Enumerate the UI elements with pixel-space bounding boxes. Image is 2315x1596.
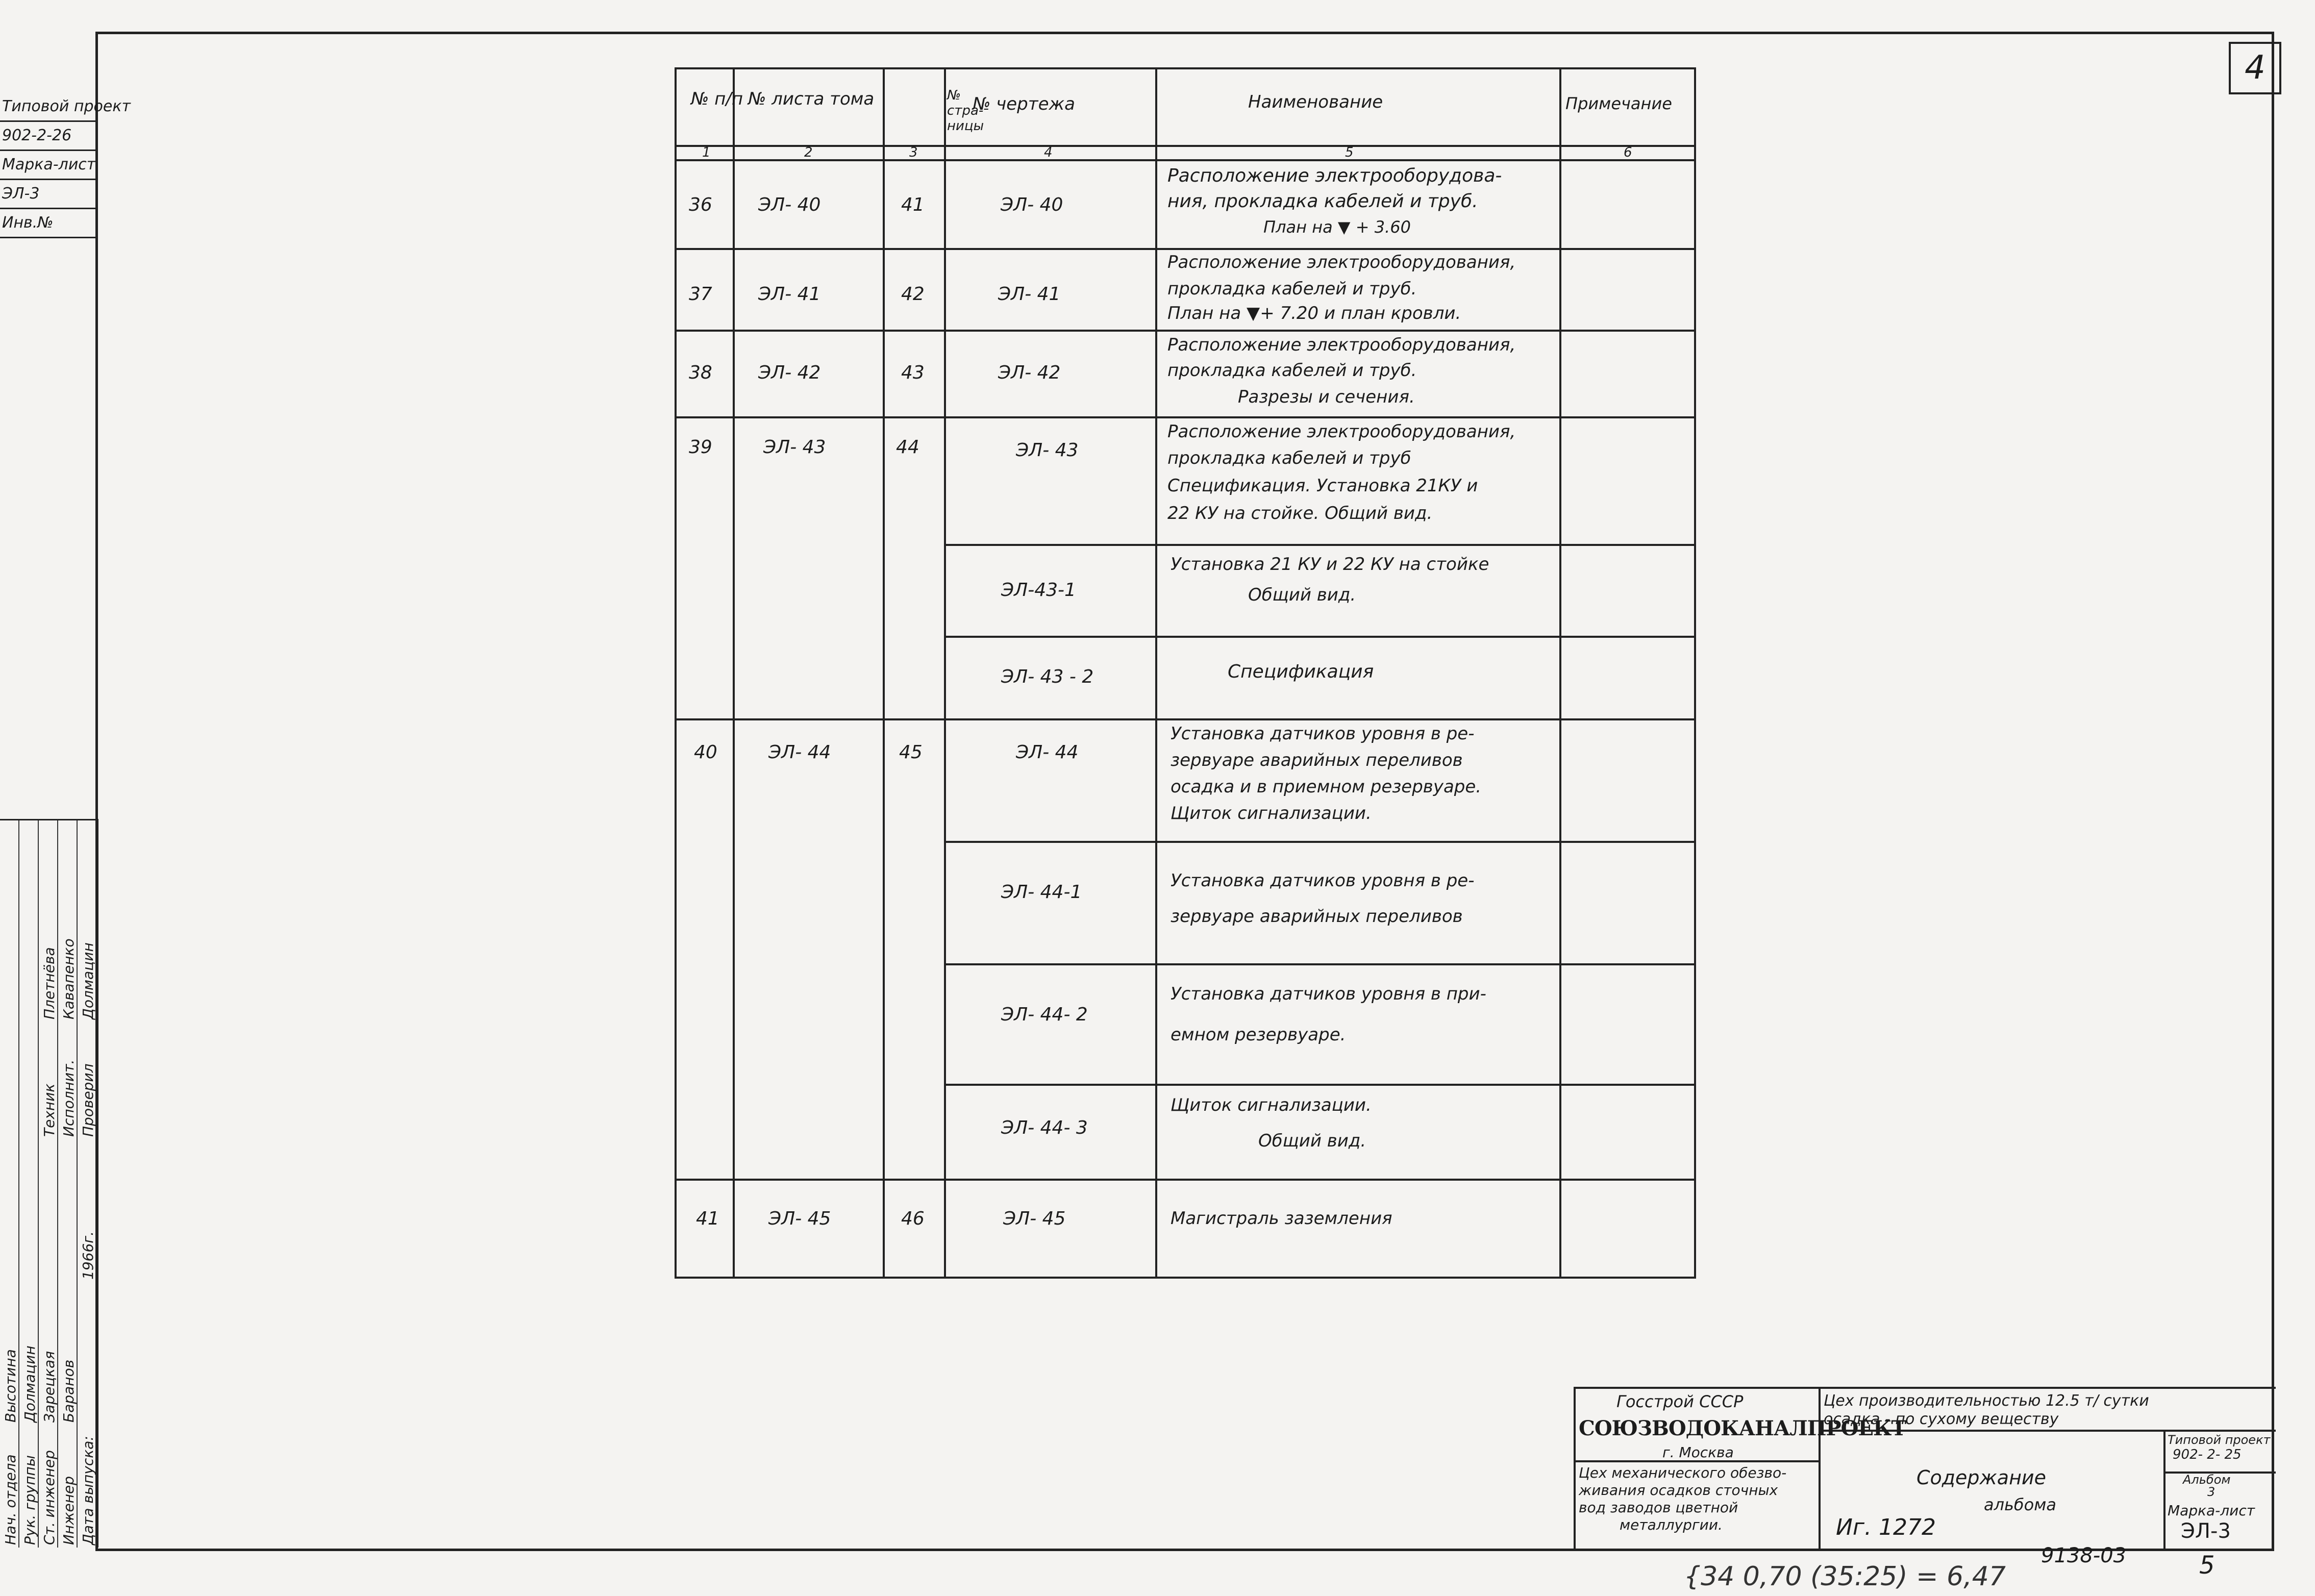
- row40c-drawing: ЭЛ- 44- 3: [1001, 1117, 1088, 1138]
- tb-plant-2: осадка - по сухому веществу: [1824, 1410, 2059, 1428]
- left-stamp-mark: ЭЛ-3: [0, 180, 97, 209]
- row36-sheet: ЭЛ- 40: [758, 194, 821, 215]
- colnum-1: 1: [702, 145, 711, 160]
- tb-r-mark: ЭЛ-3: [2181, 1519, 2231, 1543]
- row41-line1: Магистраль заземления: [1171, 1208, 1392, 1229]
- colnum-3: 3: [909, 145, 918, 160]
- role-head: Нач. отдела: [2, 1454, 19, 1545]
- row37-num: 37: [689, 284, 712, 305]
- row41-num: 41: [696, 1208, 719, 1229]
- colnum-5: 5: [1345, 145, 1354, 160]
- row39b-line1: Спецификация: [1228, 661, 1374, 682]
- hdr-num: № п/п: [691, 89, 743, 109]
- hdr-note: Примечание: [1565, 94, 1672, 113]
- row39-line3: Спецификация. Установка 21КУ и: [1167, 476, 1478, 496]
- tb-inv: Иг. 1272: [1836, 1514, 1936, 1540]
- left-stamp-project: 902-2-26: [0, 122, 97, 151]
- tb-doc-subtitle: альбома: [1984, 1495, 2056, 1514]
- signature-strip: [0, 819, 98, 1548]
- handwritten-note: {34 0,70 (35:25) = 6,47: [1684, 1561, 2006, 1592]
- tb-r-mark-label: Марка-лист: [2168, 1502, 2255, 1519]
- role-senior: Ст. инженер: [41, 1450, 58, 1545]
- tb-plant-1: Цех производительностью 12.5 т/ сутки: [1824, 1392, 2149, 1410]
- row36-page: 41: [901, 194, 925, 215]
- role-date: Дата выпуска:: [80, 1436, 96, 1545]
- name-4: Баранов: [60, 1359, 77, 1423]
- row37-page: 42: [901, 284, 925, 305]
- role2-3: Проверил: [80, 1063, 96, 1137]
- name2-3: Долмацин: [80, 942, 96, 1019]
- row36-drawing: ЭЛ- 40: [1001, 194, 1063, 215]
- tb-r-album: 3: [2207, 1485, 2216, 1499]
- hdr-page: № стра-ницы: [947, 88, 984, 134]
- row40-line2: зервуаре аварийных переливов: [1171, 750, 1463, 770]
- row38-drawing: ЭЛ- 42: [998, 362, 1061, 383]
- row38-num: 38: [689, 362, 712, 383]
- row40c-line1: Щиток сигнализации.: [1171, 1095, 1372, 1115]
- row39-sheet: ЭЛ- 43: [763, 437, 826, 458]
- row40-line4: Щиток сигнализации.: [1171, 803, 1372, 824]
- tb-doc-title: Содержание: [1916, 1466, 2046, 1489]
- row39-line1: Расположение электрооборудования,: [1167, 421, 1516, 442]
- doc-code: 9138-03: [2041, 1544, 2127, 1567]
- tb-r-label1: Типовой проект: [2168, 1433, 2271, 1447]
- row37-drawing: ЭЛ- 41: [998, 284, 1061, 305]
- row41-drawing: ЭЛ- 45: [1003, 1208, 1066, 1229]
- row36-line2: ния, прокладка кабелей и труб.: [1167, 191, 1478, 212]
- row37-line3: План на ▼+ 7.20 и план кровли.: [1167, 303, 1461, 323]
- row40b-drawing: ЭЛ- 44- 2: [1001, 1004, 1088, 1025]
- row38-line2: прокладка кабелей и труб.: [1167, 360, 1417, 381]
- name2-1: Плетнёва: [41, 947, 58, 1019]
- hdr-drawing: № чертежа: [973, 94, 1075, 114]
- contents-table: [675, 67, 1696, 1279]
- left-stamp: [0, 93, 131, 238]
- row36-line3: План на ▼ + 3.60: [1263, 217, 1411, 237]
- row38-line1: Расположение электрооборудования,: [1167, 335, 1516, 355]
- tb-desc-2: живания осадков сточных: [1579, 1482, 1778, 1499]
- row40b-line1: Установка датчиков уровня в при-: [1171, 984, 1486, 1004]
- name2-2: Кавапенко: [60, 938, 77, 1019]
- row39-num: 39: [689, 437, 712, 458]
- row40-drawing: ЭЛ- 44: [1016, 742, 1079, 763]
- left-stamp-mark-label: Марка-лист: [0, 151, 97, 180]
- row36-line1: Расположение электрооборудова-: [1167, 165, 1502, 186]
- row39-line2: прокладка кабелей и труб: [1167, 448, 1411, 468]
- row41-page: 46: [901, 1208, 925, 1229]
- row40-line3: осадка и в приемном резервуаре.: [1171, 777, 1482, 797]
- row40-page: 45: [899, 742, 923, 763]
- role-engineer: Инженер: [60, 1476, 77, 1545]
- role-group: Рук. группы: [21, 1455, 38, 1545]
- row37-line2: прокладка кабелей и труб.: [1167, 279, 1417, 299]
- row39-page: 44: [896, 437, 919, 458]
- row37-line1: Расположение электрооборудования,: [1167, 252, 1516, 272]
- tb-org-name: СОЮЗВОДОКАНАЛПРОЕКТ: [1579, 1416, 1906, 1440]
- colnum-4: 4: [1044, 145, 1053, 160]
- row40a-drawing: ЭЛ- 44-1: [1001, 882, 1082, 903]
- tb-city: г. Москва: [1662, 1444, 1734, 1461]
- row37-sheet: ЭЛ- 41: [758, 284, 821, 305]
- left-stamp-inv: Инв.№: [0, 209, 97, 238]
- row36-num: 36: [689, 194, 712, 215]
- name-3: Зарецкая: [41, 1351, 58, 1423]
- tb-org-top: Госстрой СССР: [1616, 1392, 1744, 1411]
- row39a-line2: Общий вид.: [1248, 585, 1356, 605]
- colnum-2: 2: [804, 145, 813, 160]
- row40c-line2: Общий вид.: [1258, 1131, 1366, 1151]
- row38-sheet: ЭЛ- 42: [758, 362, 821, 383]
- row39a-drawing: ЭЛ-43-1: [1001, 580, 1076, 601]
- row38-line3: Разрезы и сечения.: [1238, 387, 1415, 407]
- tb-desc-1: Цех механического обезво-: [1579, 1464, 1787, 1481]
- row40-line1: Установка датчиков уровня в ре-: [1171, 724, 1475, 744]
- page-number: 4: [2229, 42, 2281, 94]
- role2-2: Исполнит.: [60, 1059, 77, 1137]
- tb-desc-4: металлургии.: [1620, 1516, 1723, 1533]
- name-2: Долмацин: [21, 1345, 38, 1423]
- colnum-6: 6: [1624, 145, 1632, 160]
- row39-line4: 22 КУ на стойке. Общий вид.: [1167, 503, 1433, 523]
- row40a-line1: Установка датчиков уровня в ре-: [1171, 870, 1475, 891]
- role2-1: Техник: [41, 1083, 58, 1137]
- row39b-drawing: ЭЛ- 43 - 2: [1001, 666, 1094, 687]
- row39-drawing: ЭЛ- 43: [1016, 440, 1079, 461]
- row40b-line2: емном резервуаре.: [1171, 1025, 1346, 1045]
- left-stamp-label: Типовой проект: [0, 93, 97, 122]
- hdr-name: Наименование: [1248, 92, 1383, 112]
- row40-sheet: ЭЛ- 44: [768, 742, 831, 763]
- year: 1966г.: [80, 1231, 96, 1280]
- tb-r-project: 902- 2- 25: [2173, 1447, 2242, 1462]
- title-block: [1574, 1387, 2276, 1550]
- row39a-line1: Установка 21 КУ и 22 КУ на стойке: [1171, 554, 1489, 575]
- row38-page: 43: [901, 362, 925, 383]
- row40a-line2: зервуаре аварийных переливов: [1171, 906, 1463, 927]
- tb-desc-3: вод заводов цветной: [1579, 1499, 1738, 1516]
- name-1: Высотина: [2, 1349, 19, 1423]
- hdr-sheet: № листа тома: [748, 89, 875, 109]
- row41-sheet: ЭЛ- 45: [768, 1208, 831, 1229]
- sheet-number: 5: [2199, 1551, 2215, 1580]
- row40-num: 40: [694, 742, 717, 763]
- tb-r-album-label: Альбом: [2183, 1473, 2231, 1487]
